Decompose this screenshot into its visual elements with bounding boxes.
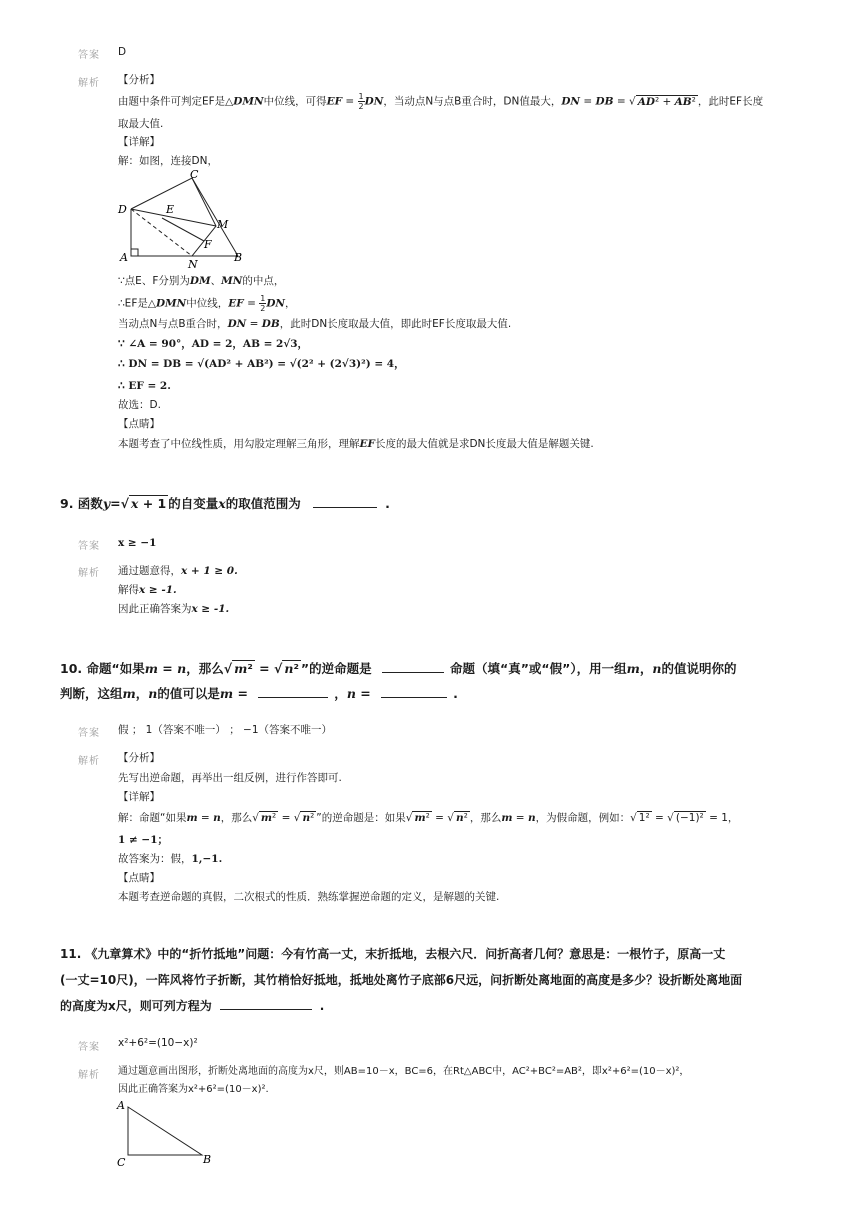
q8-fenxi-line: 由题中条件可判定EF是△DMN中位线，可得EF = $\frac{1}{2}$ DN，当动点N与点B重合时，DN值最大，DN = DB = √ AD² + AB² ，此时EF长度: [118, 92, 764, 111]
q11-stem-line2: (一丈=10尺)，一阵风将竹子折断，其竹梢恰好抵地，抵地处离竹子底部6尺远，问折断处离地面的高度是多少？设折断处离地面: [60, 973, 743, 987]
q9-a2: 解得x ≥ -1.: [118, 584, 177, 596]
q8-line4: ∵ ∠A = 90°，AD = 2，AB = 2√3，: [118, 338, 309, 350]
label-C: C: [117, 1156, 126, 1169]
q10-blank-1[interactable]: [382, 671, 444, 673]
q11-a1: 通过题意画出图形，折断处离地面的高度为x尺，则AB=10－x，BC=6，在Rt△ABC中，AC²+BC²=AB²，即x²+6²=(10－x)²，: [118, 1066, 690, 1077]
label-E: E: [166, 203, 175, 216]
q9-a3: 因此正确答案为x ≥ -1.: [118, 603, 230, 615]
q10-blank-2[interactable]: [258, 696, 328, 698]
analysis-label: 解析: [78, 78, 100, 89]
q10-answer: 假 ； 1（答案不唯一） ； −1（答案不唯一）: [118, 724, 333, 736]
q10-dianjing-tag: 【点睛】: [118, 872, 160, 884]
label-N: N: [188, 258, 198, 270]
q10-fenxi-tag: 【分析】: [118, 752, 160, 764]
q8-line7: 故选：D.: [118, 399, 161, 411]
q10-stem-line1: 10. 命题“如果m = n，那么√ m² = √ n² ”的逆命题是 命题（填“真”或“假”），用一组m，n的值说明你的: [60, 661, 737, 676]
q10-xiangjie-tag: 【详解】: [118, 791, 160, 803]
analysis-label: 解析: [78, 756, 100, 767]
q10-stem-line2: 判断，这组m，n的值可以是m = ，n = .: [60, 686, 458, 701]
label-M: M: [217, 218, 229, 231]
analysis-label: 解析: [78, 568, 100, 579]
q11-blank[interactable]: [220, 1008, 312, 1010]
q8-jie: 解：如图，连接DN，: [118, 155, 218, 167]
q11-a2: 因此正确答案为x²+6²=(10－x)².: [118, 1084, 269, 1095]
q8-dianjing: 本题考查了中位线性质，用勾股定理解三角形，理解EF长度的最大值就是求DN长度最大值是解题关键.: [118, 438, 594, 450]
answer-label: 答案: [78, 50, 100, 61]
q10-xiangjie-line3: 故答案为：假，1,−1.: [118, 853, 223, 865]
q8-line2: ∴EF是△DMN中位线，EF = $\frac{1}{2}$ DN，: [118, 294, 296, 313]
q8-fenxi-line2: 取最大值.: [118, 118, 164, 130]
q11-stem-line1: 11. 《九章算术》中的“折竹抵地”问题：今有竹高一丈，末折抵地，去根六尺．问折高者几何？意思是：一根竹子，原高一丈: [60, 947, 726, 961]
q8-xiangjie-tag: 【详解】: [118, 136, 160, 148]
q11-stem-line3: 的高度为x尺，则可列方程为 .: [60, 999, 325, 1013]
q8-fenxi-tag: 【分析】: [118, 74, 160, 86]
label-A: A: [120, 251, 128, 264]
q10-blank-3[interactable]: [381, 696, 447, 698]
q8-line6: ∴ EF = 2.: [118, 380, 171, 392]
answer-label: 答案: [78, 1042, 100, 1053]
q10-xiangjie-line2: 1 ≠ −1；: [118, 834, 169, 846]
q11-triangle-figure: [112, 1097, 222, 1169]
answer-label: 答案: [78, 728, 100, 739]
analysis-label: 解析: [78, 1070, 100, 1081]
q8-line1: ∵点E、F分别为DM、MN的中点，: [118, 275, 285, 287]
q10-fenxi: 先写出逆命题，再举出一组反例，进行作答即可.: [118, 772, 342, 784]
q9-answer: x ≥ −1: [118, 537, 157, 549]
label-B: B: [203, 1153, 212, 1166]
q8-geometry-figure: [112, 168, 262, 270]
q11-answer: x²+6²=(10−x)²: [118, 1037, 198, 1049]
q8-line3: 当动点N与点B重合时，DN = DB，此时DN长度取最大值，即此时EF长度取最大值.: [118, 318, 512, 330]
label-C: C: [190, 168, 199, 181]
q8-line5: ∴ DN = DB = √(AD² + AB²) = √(2² + (2√3)²) = 4，: [118, 358, 405, 370]
q9-stem: 9. 函数y=√ x + 1 的自变量x的取值范围为 .: [60, 496, 390, 511]
label-F: F: [204, 238, 212, 251]
q8-dianjing-tag: 【点睛】: [118, 418, 160, 430]
q9-a1: 通过题意得，x + 1 ≥ 0.: [118, 565, 238, 577]
label-A: A: [117, 1099, 125, 1112]
q9-blank[interactable]: [313, 506, 377, 508]
q8-answer: D: [118, 46, 127, 58]
answer-label: 答案: [78, 541, 100, 552]
q10-xiangjie-line1: 解：命题“如果m = n，那么√ m² = √ n² ”的逆命题是：如果√ m² = √ n² ，那么m = n，为假命题，例如：√ 1² = √ (−1)² = 1，: [118, 812, 739, 824]
label-B: B: [234, 251, 243, 264]
q10-dianjing: 本题考查逆命题的真假，二次根式的性质．熟练掌握逆命题的定义，是解题的关键.: [118, 891, 500, 903]
label-D: D: [118, 203, 127, 216]
